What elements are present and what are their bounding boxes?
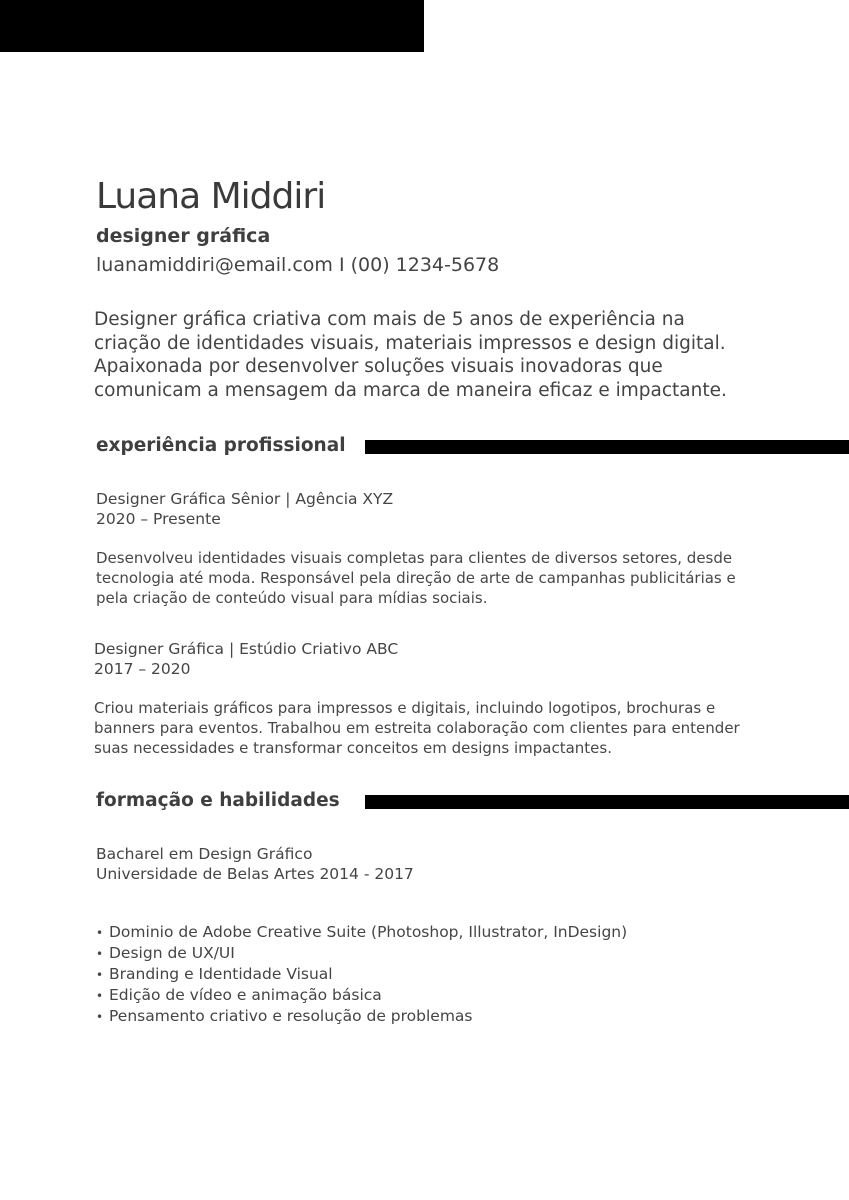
skill-label: Pensamento criativo e resolução de problemas [109,1007,473,1025]
job-entry [96,489,756,608]
job-position: Designer Gráfica | Estúdio Criativo ABC [94,640,399,658]
skill-label: Branding e Identidade Visual [109,965,333,983]
top-decorative-bar [0,0,424,52]
skill-item [96,1006,627,1027]
bullet-icon: • [96,926,104,940]
skill-item [96,943,627,964]
job-entry [94,639,754,758]
education-section-bar [365,795,849,809]
profile-summary: Designer gráfica criativa com mais de 5 anos de experiência na criação de identidades visuais, materiais impressos e design digital. Apaixonada por desenvolver soluções visuais inovadoras que comunicam a mensagem da marca de maneira eficaz e impactante. [94,309,727,401]
experience-section-bar [365,440,849,454]
skills-list [96,922,627,1027]
skill-label: Edição de vídeo e animação básica [109,986,382,1004]
bullet-icon: • [96,947,104,961]
job-position: Designer Gráfica Sênior | Agência XYZ [96,490,394,508]
job-description: Criou materiais gráficos para impressos e digitais, incluindo logotipos, brochuras e banners para eventos. Trabalhou em estreita colaboração com clientes para entender suas necessidades e transformar conceitos em designs impactantes. [94,699,740,757]
bullet-icon: • [96,989,104,1003]
skill-label: Dominio de Adobe Creative Suite (Photoshop, Illustrator, InDesign) [109,923,628,941]
education-entry [96,844,414,884]
skill-item [96,964,627,985]
bullet-icon: • [96,968,104,982]
degree: Bacharel em Design Gráfico [96,845,313,863]
candidate-name: Luana Middiri [96,176,326,217]
candidate-role: designer gráfica [96,225,271,247]
job-period: 2020 – Presente [96,510,221,528]
contact-info: luanamiddiri@email.com I (00) 1234-5678 [96,254,500,276]
job-period: 2017 – 2020 [94,660,191,678]
skill-item [96,985,627,1006]
job-description: Desenvolveu identidades visuais completas para clientes de diversos setores, desde tecnologia até moda. Responsável pela direção de arte de campanhas publicitárias e pela criação de conteúdo visual para mídias sociais. [96,549,736,607]
skill-label: Design de UX/UI [109,944,235,962]
education-section-title: formação e habilidades [96,790,340,811]
experience-section-title: experiência profissional [96,435,346,456]
school: Universidade de Belas Artes 2014 - 2017 [96,865,414,883]
bullet-icon: • [96,1010,104,1024]
skill-item [96,922,627,943]
